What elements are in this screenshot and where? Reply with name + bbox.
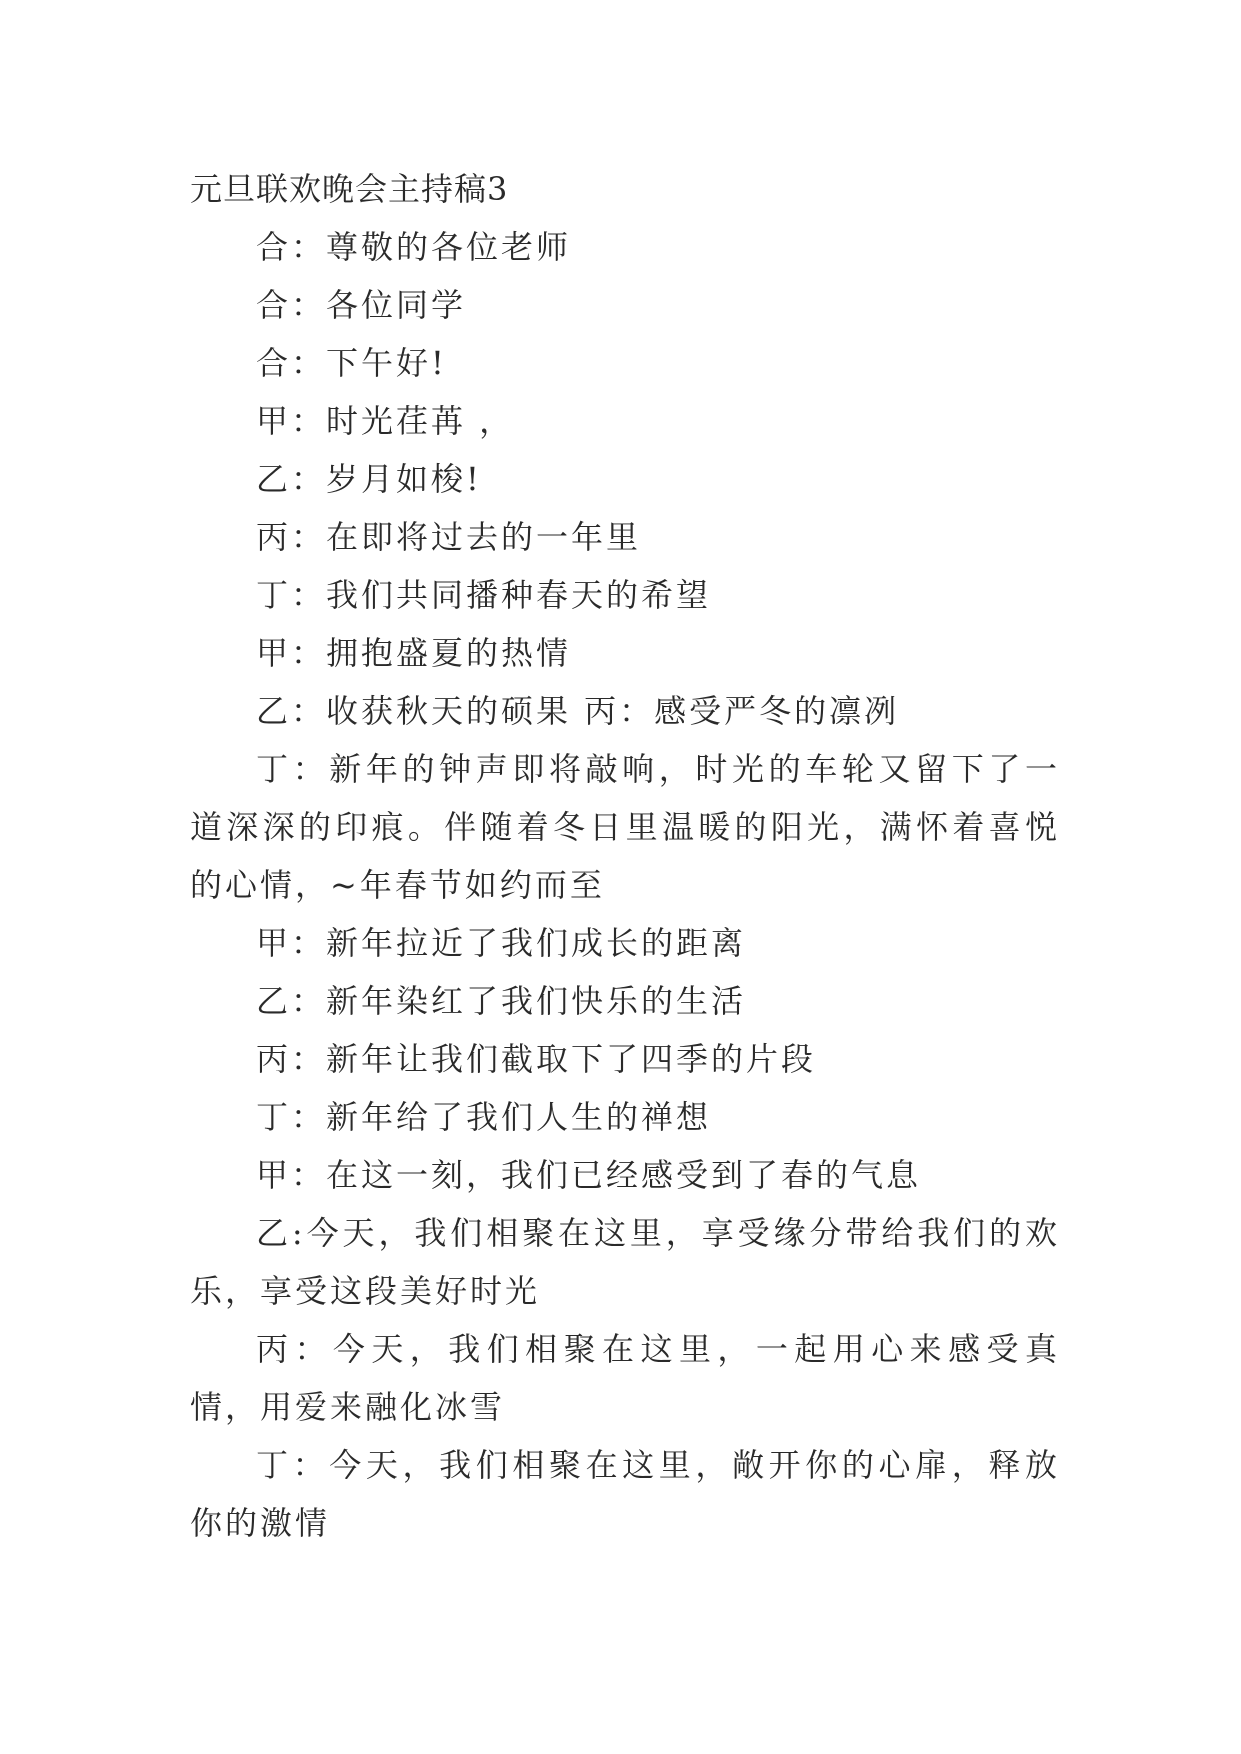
paragraph: 丙：新年让我们截取下了四季的片段 [256,1040,817,1078]
paragraph: 丙：今天，我们相聚在这里，一起用心来感受真情，用爱来融化冰雪 [190,1330,1060,1426]
paragraph: 合：下午好! [256,344,447,382]
paragraph: 丁：我们共同播种春天的希望 [256,576,712,614]
paragraph: 丁：新年给了我们人生的禅想 [256,1098,712,1136]
paragraph: 丁：今天，我们相聚在这里，敞开你的心扉，释放你的激情 [190,1446,1060,1542]
paragraph: 乙：岁月如梭! [256,460,482,498]
paragraph: 甲：新年拉近了我们成长的距离 [256,924,747,962]
paragraph: 甲：时光荏苒 ， [256,402,515,440]
document-title: 元旦联欢晚会主持稿3 [190,170,509,208]
paragraph: 乙：收获秋天的硕果 丙：感受严冬的凛冽 [256,692,900,730]
paragraph: 合：各位同学 [256,286,467,324]
paragraph: 甲：拥抱盛夏的热情 [256,634,572,672]
document-body [190,160,1060,1552]
paragraph: 甲：在这一刻，我们已经感受到了春的气息 [256,1156,922,1194]
paragraph: 合：尊敬的各位老师 [256,228,572,266]
paragraph: 丁：新年的钟声即将敲响，时光的车轮又留下了一道深深的印痕。伴随着冬日里温暖的阳光，满怀着喜悦的心情，~年春节如约而至 [190,750,1060,904]
paragraph: 乙:今天，我们相聚在这里，享受缘分带给我们的欢乐，享受这段美好时光 [190,1214,1060,1310]
paragraph: 丙：在即将过去的一年里 [256,518,642,556]
paragraph: 乙：新年染红了我们快乐的生活 [256,982,747,1020]
